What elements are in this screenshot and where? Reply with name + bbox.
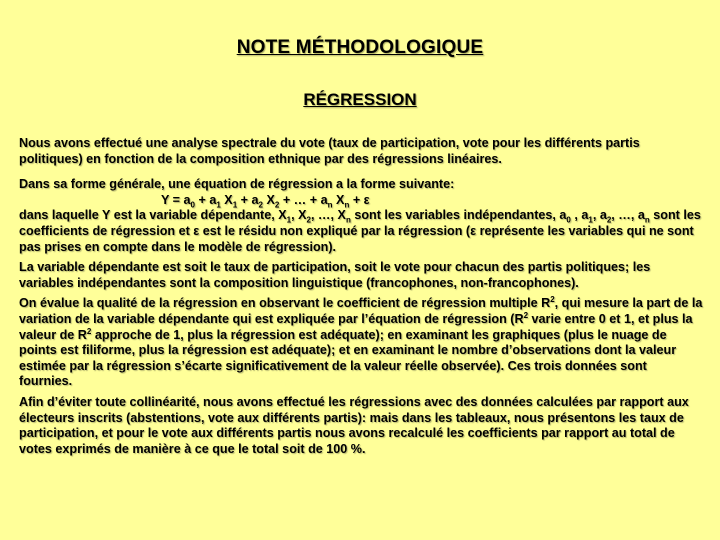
equation-intro: Dans sa forme générale, une équation de régression a la forme suivante:	[19, 177, 455, 192]
paragraph-intro: Nous avons effectué une analyse spectrale du vote (taux de participation, vote pour les différents partis politiques) en fonction de la composition ethnique par des régressions linéaires.	[19, 136, 640, 166]
regression-equation: $Y = a_0 + a_1$ $X_1 + a_2$ $X_2$ + … + $a_n$ $X_n + \varepsilon$	[161, 192, 370, 210]
paragraph-variables: La variable dépendante est soit le taux de participation, soit le vote pour chacun des partis politiques; les variables indépendantes sont la composition linguistique (francophones, non-francophones).	[19, 260, 651, 290]
paragraph-collinearity: Afin d’éviter toute collinéarité, nous avons effectué les régressions avec des données calculées par rapport aux électeurs inscrits (abstentions, vote aux différents partis): mais dans les tableaux, nous présentons les taux de participation, et pour le vote aux différents partis nous avons recalculé les coefficients par rapport au total de votes exprimés de manière à ce que le total soit de 100 %.	[19, 394, 689, 456]
page-title: NOTE MÉTHODOLOGIQUE	[236, 37, 484, 58]
paragraph-quality: On évalue la qualité de la régression en observant le coefficient de régression multiple $R^2$, qui mesure la part de la variation de la variable dépendante qui est expliquée par l’équation de régression ($R^2$ varie entre 0 et 1, et plus la valeur de $R^2$ approche de 1, plus la régression est adéquate); en examinant les graphiques (plus le nuage de points est filiforme, plus la régression est adéquate); et en examinant le nombre d’observations dont la valeur estimée par la régression s’écarte significativement de la valeur réelle observée). Ces trois données sont fournies.	[19, 295, 703, 389]
paragraph-equation	[19, 177, 703, 255]
body-text	[19, 136, 703, 462]
equation-description: dans laquelle Y est la variable dépendante, $X_1$, $X_2$, …, $X_n$ sont les variables indépendantes, $a_0$ , $a_1$, $a_2$, …, $a_n$ sont les coefficients de régression et ε est le résidu non expliqué par la régression (ε représente les variables qui ne sont pas prises en compte dans le modèle de régression).	[19, 208, 701, 254]
section-subtitle: RÉGRESSION	[303, 90, 417, 109]
